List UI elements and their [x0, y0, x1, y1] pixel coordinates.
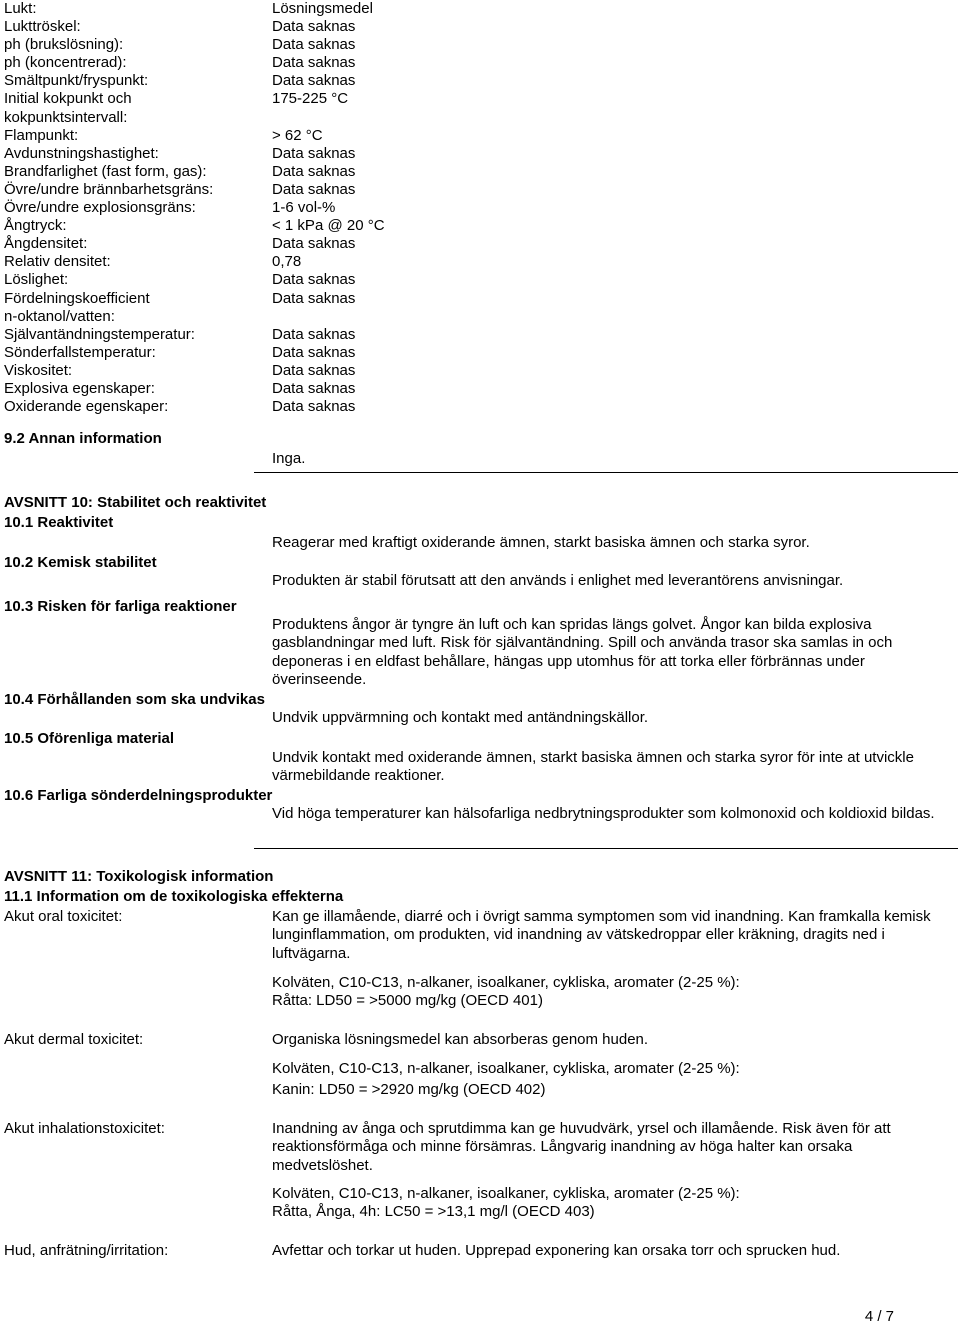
property-label: ph (koncentrerad):: [4, 54, 127, 72]
property-value: Data saknas: [272, 379, 356, 397]
property-label: Lukt:: [4, 0, 37, 17]
property-value: Data saknas: [272, 325, 356, 343]
property-value: < 1 kPa @ 20 °C: [272, 217, 385, 235]
property-label: Oxiderande egenskaper:: [4, 398, 169, 416]
section-11-title: AVSNITT 11: Toxikologisk information: [4, 868, 274, 885]
dermal-toxicity-label: Akut dermal toxicitet:: [4, 1031, 144, 1048]
property-label: Avdunstningshastighet:: [4, 144, 159, 162]
subsection-title: 10.5 Oförenliga material: [4, 730, 175, 747]
property-value: Data saknas: [272, 289, 356, 307]
property-row: [4, 18, 704, 36]
property-row: [4, 290, 704, 308]
subsection-text: Produktens ångor är tyngre än luft och kan spridas längs golvet. Ångor kan bilda explosiva gasblandningar med luft. Risk för självantändning. Spill och använda trasor ska samlas in och deponeras i en eldfast behållare, hängas upp utomhus för att torka eller förbrännas under överinseende.: [272, 616, 893, 688]
property-value: Data saknas: [272, 361, 356, 379]
dermal-toxicity-text: Organiska lösningsmedel kan absorberas genom huden.: [272, 1031, 649, 1048]
property-value: Data saknas: [272, 398, 356, 416]
property-row: [4, 253, 704, 271]
property-value: Data saknas: [272, 36, 356, 54]
subsection-text: Vid höga temperaturer kan hälsofarliga nedbrytningsprodukter som kolmonoxid och koldioxid bildas.: [272, 805, 935, 822]
subsection-title: 10.1 Reaktivitet: [4, 514, 114, 531]
property-value: Data saknas: [272, 343, 356, 361]
property-row: [4, 271, 704, 289]
property-row: [4, 36, 704, 54]
property-row: [4, 127, 704, 145]
dermal-toxicity-value: Kanin: LD50 = >2920 mg/kg (OECD 402): [272, 1081, 546, 1098]
property-row: [4, 398, 704, 416]
divider: [254, 848, 958, 849]
property-row: [4, 54, 704, 72]
section-10-title: AVSNITT 10: Stabilitet och reaktivitet: [4, 494, 267, 511]
property-label: Lukttröskel:: [4, 18, 81, 36]
oral-toxicity-text: Kan ge illamående, diarré och i övrigt samma symptomen som vid inandning. Kan framkalla kemisk lunginflammation, om produkten, vid inandning av vätskedroppar eller kräkning, dragits ned i luftvägarna.: [272, 908, 931, 962]
property-label: Fördelningskoefficient: [4, 289, 150, 307]
property-row: [4, 380, 704, 398]
divider: [254, 472, 958, 473]
property-value: 0,78: [272, 253, 302, 271]
property-value: Data saknas: [272, 72, 356, 90]
skin-irritation-text: Avfettar och torkar ut huden. Upprepad exponering kan orsaka torr och sprucken hud.: [272, 1242, 841, 1259]
property-label: Flampunkt:: [4, 126, 79, 144]
property-row: [4, 362, 704, 380]
property-row: [4, 90, 704, 108]
skin-irritation-label: Hud, anfrätning/irritation:: [4, 1242, 169, 1259]
oral-toxicity-substance: Kolväten, C10-C13, n-alkaner, isoalkaner, cykliska, aromater (2-25 %):: [272, 974, 740, 991]
page-number: 4 / 7: [864, 1308, 894, 1325]
subsection-title: 10.4 Förhållanden som ska undvikas: [4, 691, 265, 708]
dermal-toxicity-substance: Kolväten, C10-C13, n-alkaner, isoalkaner, cykliska, aromater (2-25 %):: [272, 1060, 740, 1077]
property-value: Data saknas: [272, 18, 356, 36]
property-row: [4, 0, 704, 18]
subsection-title: 11.1 Information om de toxikologiska effekterna: [4, 888, 344, 905]
property-label: Övre/undre explosionsgräns:: [4, 199, 196, 217]
subsection-title: 10.3 Risken för farliga reaktioner: [4, 598, 237, 615]
subsection-text: Reagerar med kraftigt oxiderande ämnen, starkt basiska ämnen och starka syror.: [272, 534, 810, 551]
property-label: kokpunktsintervall:: [4, 108, 128, 126]
property-row: [4, 72, 704, 90]
inhalation-toxicity-text: Inandning av ånga och sprutdimma kan ge huvudvärk, yrsel och illamående. Risk även för att reaktionsförmåga och minne försämras. Långvarig inandning av höga halter kan orsaka medvetslöshet.: [272, 1120, 891, 1174]
property-value: 1-6 vol-%: [272, 199, 336, 217]
subsection-text: Produkten är stabil förutsatt att den används i enlighet med leverantörens anvisningar.: [272, 572, 844, 589]
property-label: Ångtryck:: [4, 217, 67, 235]
oral-toxicity-label: Akut oral toxicitet:: [4, 908, 123, 925]
property-value: Data saknas: [272, 271, 356, 289]
oral-toxicity-value: Råtta: LD50 = >5000 mg/kg (OECD 401): [272, 992, 543, 1009]
property-row: [4, 145, 704, 163]
property-value: Data saknas: [272, 180, 356, 198]
property-value: Data saknas: [272, 54, 356, 72]
property-row: [4, 326, 704, 344]
property-row: [4, 199, 704, 217]
section-9-2-value: Inga.: [272, 450, 306, 467]
property-row: [4, 163, 704, 181]
property-label: ph (brukslösning):: [4, 36, 124, 54]
property-label: Explosiva egenskaper:: [4, 379, 155, 397]
property-label: Viskositet:: [4, 361, 73, 379]
property-row: [4, 109, 704, 127]
properties-table: [4, 0, 704, 416]
property-value: Lösningsmedel: [272, 0, 373, 17]
property-row: [4, 235, 704, 253]
property-row: [4, 217, 704, 235]
property-label: Löslighet:: [4, 271, 69, 289]
subsection-text: Undvik uppvärmning och kontakt med antändningskällor.: [272, 709, 649, 726]
subsection-text: Undvik kontakt med oxiderande ämnen, starkt basiska ämnen och starka syror för inte at utvickle värmebildande reaktioner.: [272, 749, 914, 785]
property-row: [4, 344, 704, 362]
property-value: Data saknas: [272, 144, 356, 162]
inhalation-toxicity-value: Råtta, Ånga, 4h: LC50 = >13,1 mg/l (OECD 403): [272, 1203, 595, 1220]
property-value: Data saknas: [272, 162, 356, 180]
property-label: Övre/undre brännbarhetsgräns:: [4, 180, 214, 198]
property-label: Initial kokpunkt och: [4, 90, 132, 108]
property-label: n-oktanol/vatten:: [4, 307, 115, 325]
property-label: Brandfarlighet (fast form, gas):: [4, 162, 207, 180]
property-label: Ångdensitet:: [4, 235, 88, 253]
property-value: > 62 °C: [272, 126, 323, 144]
property-value: Data saknas: [272, 235, 356, 253]
inhalation-toxicity-label: Akut inhalationstoxicitet:: [4, 1120, 165, 1137]
property-label: Sönderfallstemperatur:: [4, 343, 156, 361]
property-value: 175-225 °C: [272, 90, 349, 108]
property-row: [4, 181, 704, 199]
property-label: Relativ densitet:: [4, 253, 111, 271]
section-9-2-title: 9.2 Annan information: [4, 430, 162, 447]
subsection-title: 10.6 Farliga sönderdelningsprodukter: [4, 787, 273, 804]
property-label: Smältpunkt/fryspunkt:: [4, 72, 149, 90]
property-row: [4, 308, 704, 326]
inhalation-toxicity-substance: Kolväten, C10-C13, n-alkaner, isoalkaner, cykliska, aromater (2-25 %):: [272, 1185, 740, 1202]
property-label: Självantändningstemperatur:: [4, 325, 195, 343]
subsection-title: 10.2 Kemisk stabilitet: [4, 554, 157, 571]
